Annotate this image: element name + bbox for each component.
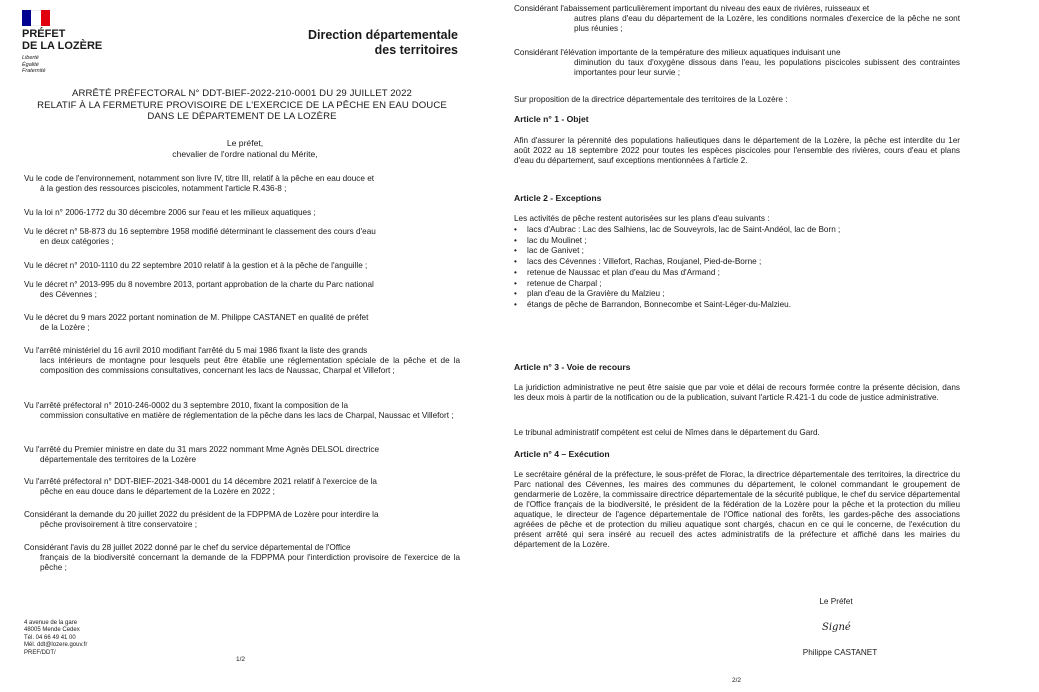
consideration-paragraph [24,346,460,376]
motto-egalite: Égalité [22,61,39,68]
bullet: • [514,257,517,267]
issuing-direction [260,28,458,58]
list-item-text: lac du Moulinet ; [527,235,587,245]
paragraph-first-line: Considérant l'avis du 28 juillet 2022 donné par le chef du service départemental de l'Office [24,543,351,552]
list-item-text: retenue de Naussac et plan d'eau du Mas d'Armand ; [527,267,720,277]
title-line: DANS LE DÉPARTEMENT DE LA LOZÈRE [147,111,337,122]
consideration-paragraph [24,174,460,194]
motto-liberte: Liberté [22,55,39,61]
footer-email: Mél. ddt@lozere.gouv.fr [24,642,88,649]
prefecture-name [22,28,102,52]
consideration-paragraph [24,227,460,247]
paragraph-rest: commission consultative en matière de réglementation de la pêche dans les lacs de Charpal, Naussac et Villefort ; [40,411,454,420]
list-item-text: lacs d'Aubrac : Lac des Salhiens, lac de Souveyrols, lac de Saint-Andéol, lac de Born ; [527,225,841,234]
bullet: • [514,225,517,234]
prefect-label: Le préfet, [226,138,264,148]
republic-flag-logo [22,10,50,26]
article-2-intro: Les activités de pêche restent autorisées sur les plans d'eau suivants : [514,214,770,223]
direction-line-1: Direction départementale [307,28,458,42]
bullet: • [514,289,517,299]
flag-white-band [31,10,40,26]
signed-mention: Signé [822,622,851,633]
footer-reference: PREF/DDT/ [24,649,56,656]
paragraph-first-line: Considérant la demande du 20 juillet 2022 du président de la FDPPMA de Lozère pour interdire la [24,510,379,519]
consideration-paragraph [24,477,460,497]
consideration-paragraph [24,543,460,573]
title-line: RELATIF À LA FERMETURE PROVISOIRE DE L'EXERCICE DE LA PÊCHE EN EAU DOUCE [37,99,447,111]
paragraph-first-line: Vu le décret n° 58-873 du 16 septembre 1958 modifié déterminant le classement des cours d'eau [24,227,376,236]
article-2-heading: Article 2 - Exceptions [514,193,602,203]
consideration-paragraph [24,445,460,465]
bullet: • [514,299,517,309]
paragraph-rest: pêche provisoirement à titre conservatoire ; [40,520,198,529]
paragraph-rest: autres plans d'eau du département de la Lozère, les conditions normales d'exercice de la pêche ne sont plus réunies ; [574,14,960,33]
list-item [514,289,944,300]
article-4-heading: Article n° 4 – Exécution [514,449,610,459]
paragraph-first-line: Vu le décret du 9 mars 2022 portant nomination de M. Philippe CASTANET en qualité de préfet [24,313,369,322]
list-item-text: lac de Ganivet ; [527,246,584,256]
bullet: • [514,267,517,277]
paragraph-rest: des Cévennes ; [40,290,97,299]
prefect-distinction: chevalier de l'ordre national du Mérite, [172,149,318,159]
paragraph-first-line: Vu l'arrêté préfectoral n° DDT-BIEF-2021-348-0001 du 14 décembre 2021 relatif à l'exercice de la [24,477,377,486]
bullet: • [514,278,517,288]
consideration-paragraph [514,48,960,78]
paragraph-first-line: Considérant l'élévation importante de la température des milieux aquatiques induisant une [514,48,841,57]
paragraph-rest: français de la biodiversité concernant la demande de la FDPPMA pour l'interdiction provisoire de l'exercice de la pêche ; [40,553,460,572]
paragraph-first-line: Vu l'arrêté ministériel du 16 avril 2010 modifiant l'arrêté du 5 mai 1986 fixant la liste des grands [24,346,368,355]
document-page-2 [500,0,1039,692]
bullet: • [514,246,517,256]
list-item-text: plan d'eau de la Gravière du Malzieu ; [527,289,665,299]
paragraph-rest: à la gestion des ressources piscicoles, notamment l'article R.436-8 ; [40,184,287,193]
consideration-paragraph [24,313,460,333]
list-item-text: retenue de Charpal ; [527,278,602,288]
paragraph-rest: diminution du taux d'oxygène dissous dans l'eau, les populations piscicoles subissent des contraintes importantes pour leur survie ; [574,58,960,77]
list-item [514,300,944,311]
consideration-paragraph [24,280,460,300]
paragraph-first-line: Considérant l'abaissement particulièrement important du niveau des eaux de rivières, ruisseaux et [514,4,870,13]
exception-list [514,225,944,311]
direction-line-2: des territoires [374,43,458,57]
paragraph-first-line: Vu l'arrêté préfectoral n° 2010-246-0002 du 3 septembre 2010, fixant la composition de la [24,401,349,410]
consideration-paragraph [514,4,960,34]
republic-motto [22,55,46,75]
list-item-text: lacs des Cévennes : Villefort, Rachas, Roujanel, Pied-de-Borne ; [527,257,762,267]
bullet: • [514,235,517,245]
document-page-1 [0,0,490,692]
footer-phone: Tél. 04 66 49 41 00 [24,634,76,641]
page-number: 1/2 [236,656,246,663]
list-item [514,257,944,268]
proposal-line: Sur proposition de la directrice départementale des territoires de la Lozère : [514,95,788,104]
article-3-court-text: Le tribunal administratif compétent est celui de Nîmes dans le département du Gard. [514,428,820,437]
paragraph-first-line: Vu le décret n° 2010-1110 du 22 septembre 2010 relatif à la gestion et à la pêche de l'anguille ; [24,261,368,270]
prefect-line-2: DE LA LOZÈRE [22,40,103,52]
address-footer [24,620,87,657]
consideration-paragraph [24,208,460,218]
consideration-paragraph [24,510,460,530]
consideration-paragraph [24,261,460,271]
paragraph-first-line: Vu le décret n° 2013-995 du 8 novembre 2013, portant approbation de la charte du Parc national [24,280,374,289]
article-1-heading: Article n° 1 - Objet [514,114,589,124]
article-4-text: Le secrétaire général de la préfecture, le sous-préfet de Florac, la directrice départementale des territoires, la directrice du Parc national des Cévennes, les maires des communes du département, le colonel commandant le groupement de gendarmerie de Lozère, la commissaire directrice départementale de la sécurité publique, le chef du service départemental de l'Office français de la biodiversité, le président de la fédération de la Lozère pour la pêche et la protection du milieu aquatique, le directeur de l'agence départementale de l'Office national des forêts, les gardes-pêche des associations agréées de pêche et de protection du milieu aquatique sont chargés, chacun en ce qui le concerne, de l'exécution du présent arrêté qui sera inséré au recueil des actes administratifs de la préfecture et affiché dans les mairies du département de la Lozère. [514,470,960,549]
list-item [514,225,944,236]
consideration-paragraph [24,401,460,421]
motto-fraternite: Fraternité [22,68,46,74]
paragraph-first-line: Vu la loi n° 2006-1772 du 30 décembre 2006 sur l'eau et les milieux aquatiques ; [24,208,316,217]
article-3-text: La juridiction administrative ne peut être saisie que par voie et délai de recours formée contre la présente décision, dans les deux mois à partir de la notification ou de la publication, suivant l'article R.421-1 du code de justice administrative. [514,383,960,402]
paragraph-rest: lacs intérieurs de montagne pour lesquels peut être établie une réglementation spéciale de la pêche et de la composition des commissions consultatives, concernant les lacs de Naussac, Charpal et Villefort ; [40,356,460,375]
signatory-role: Le Préfet [819,597,853,606]
page-number: 2/2 [732,677,742,684]
paragraph-rest: pêche en eau douce dans le département de la Lozère en 2022 ; [40,487,275,496]
paragraph-rest: départementale des territoires de la Lozère [40,455,197,464]
paragraph-rest: de la Lozère ; [40,323,90,332]
list-item [514,268,944,279]
title-line: ARRÊTÉ PRÉFECTORAL N° DDT-BIEF-2022-210-0001 DU 29 JUILLET 2022 [71,88,412,99]
prefect-line-1: PRÉFET [22,28,66,40]
list-item-text: étangs de pêche de Barrandon, Bonnecombe et Saint-Léger-du-Malzieu. [527,299,791,309]
list-item [514,279,944,290]
paragraph-rest: en deux catégories ; [40,237,114,246]
paragraph-first-line: Vu l'arrêté du Premier ministre en date du 31 mars 2022 nommant Mme Agnès DELSOL directrice [24,445,379,454]
footer-street: 4 avenue de la gare [24,620,78,626]
flag-red-band [41,10,50,26]
prefect-intro [130,138,360,160]
flag-blue-band [22,10,31,26]
list-item [514,246,944,257]
list-item [514,236,944,247]
footer-city: 48005 Mende Cedex [24,627,80,634]
article-1-text: Afin d'assurer la pérennité des populations halieutiques dans le département de la Lozère, la pêche est interdite du 1er août 2022 au 18 septembre 2022 pour toutes les espèces piscicoles pour l'ensemble des rivières, cours d'eau et plans d'eau du département, sauf exceptions mentionnées à l'article 2. [514,136,960,165]
decree-title [22,88,462,123]
paragraph-first-line: Vu le code de l'environnement, notamment son livre IV, titre III, relatif à la pêche en eau douce et [24,174,375,183]
article-3-heading: Article n° 3 - Voie de recours [514,362,631,372]
signatory-name: Philippe CASTANET [802,648,878,657]
